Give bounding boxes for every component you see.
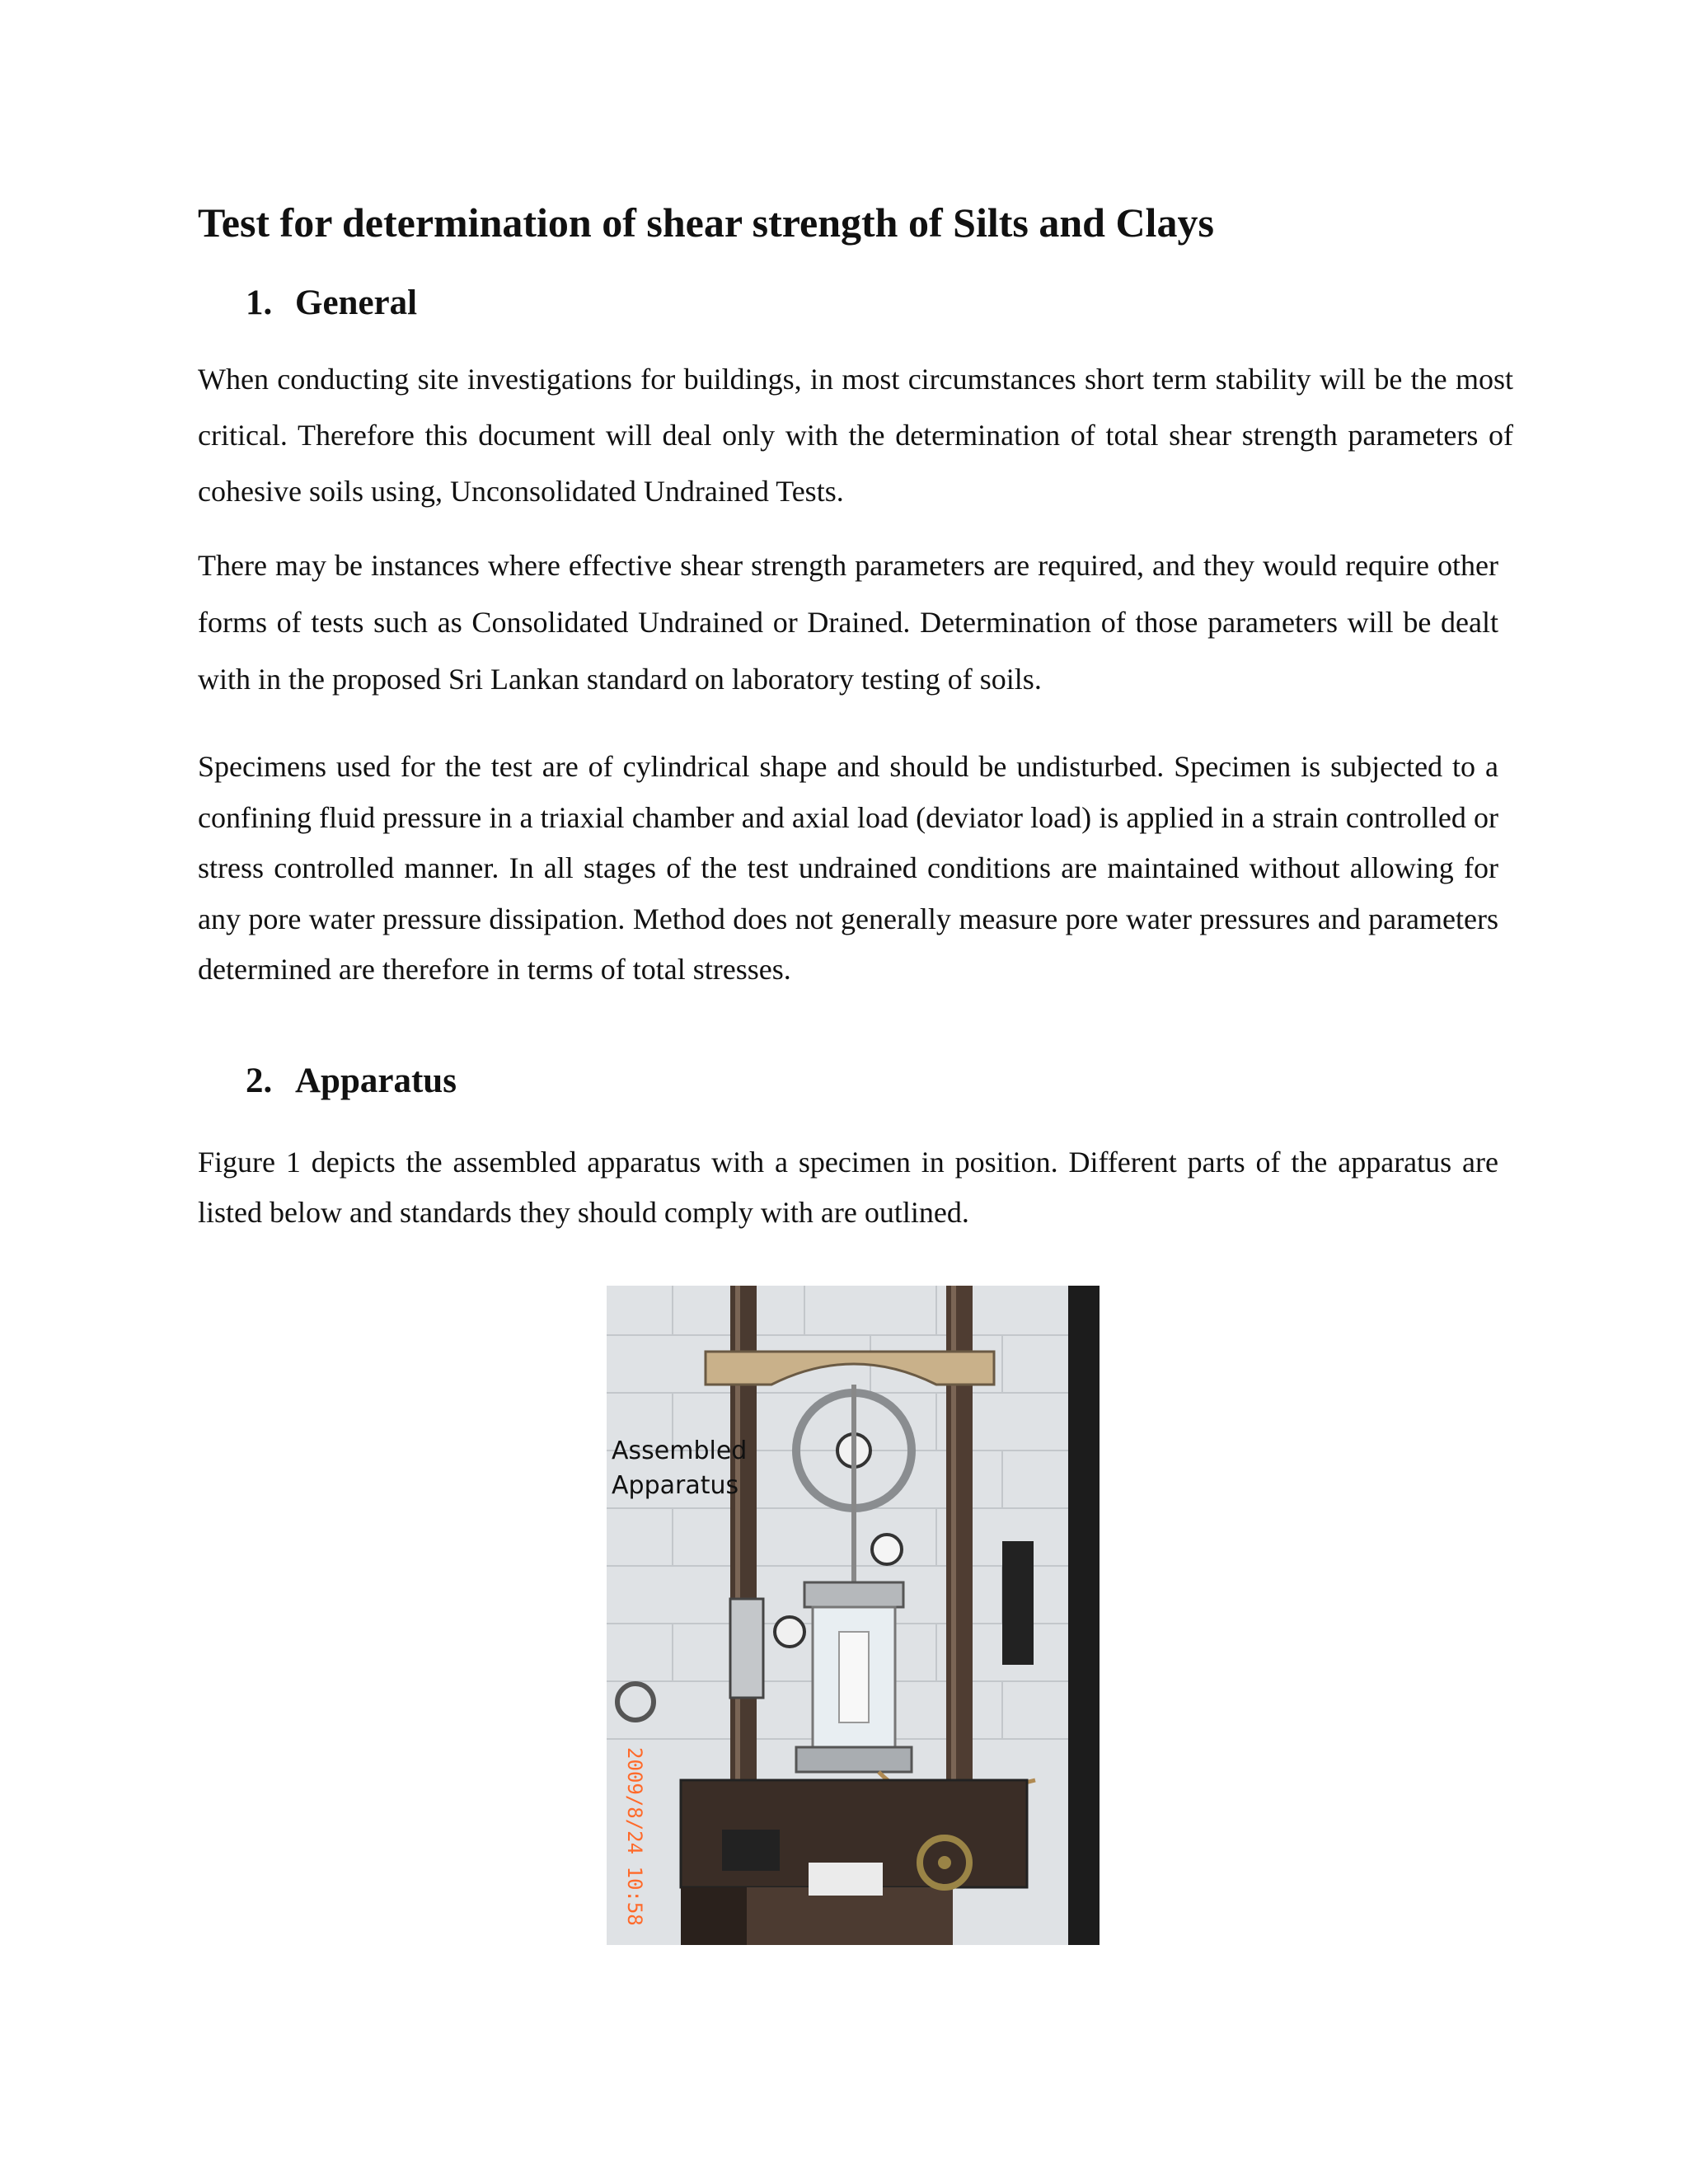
paragraph-general-3: Specimens used for the test are of cylindrical shape and should be undisturbed. Specimen is subjected to a confining fluid pressure in a triaxial chamber and axial load (deviator load) is applied in a strain controlled or stress controlled manner. In all stages of the test undrained conditions are maintained without allowing for any pore water pressure dissipation. Method does not generally measure pore water pressures and parameters determined are therefore in terms of total stresses. xyxy=(198,750,1498,986)
paragraph-general-1: When conducting site investigations for buildings, in most circumstances short term stability will be the most critical. Therefore this document will deal only with the determination of total shear strength parameters of cohesive soils using, Unconsolidated Undrained Tests. xyxy=(198,363,1513,508)
photo-date-stamp: 2009/8/24 10:58 xyxy=(623,1747,646,1926)
section-heading-text: General xyxy=(295,284,418,322)
section-number: 2. xyxy=(246,1062,273,1100)
paragraph-apparatus-1: Figure 1 depicts the assembled apparatus with a specimen in position. Different parts of the apparatus are listed below and standards they should comply with are outlined. xyxy=(198,1146,1498,1229)
figure-assembled-apparatus-photo xyxy=(607,1286,1100,1945)
section-heading-apparatus xyxy=(246,1058,1400,1104)
photo-label xyxy=(612,1434,747,1503)
section-number: 1. xyxy=(246,284,273,322)
paragraph-general-2: There may be instances where effective shear strength parameters are required, and they would require other forms of tests such as Consolidated Undrained or Drained. Determination of those parameters will be dealt with in the proposed Sri Lankan standard on laboratory testing of soils. xyxy=(198,549,1498,696)
document-title: Test for determination of shear strength of Silts and Clays xyxy=(198,199,1214,246)
section-heading-general xyxy=(246,280,1400,326)
section-heading-text: Apparatus xyxy=(295,1062,457,1100)
photo-label-line-2: Apparatus xyxy=(612,1471,739,1500)
photo-label-line-1: Assembled xyxy=(612,1436,748,1465)
apparatus-photo-illustration xyxy=(607,1286,1100,1945)
